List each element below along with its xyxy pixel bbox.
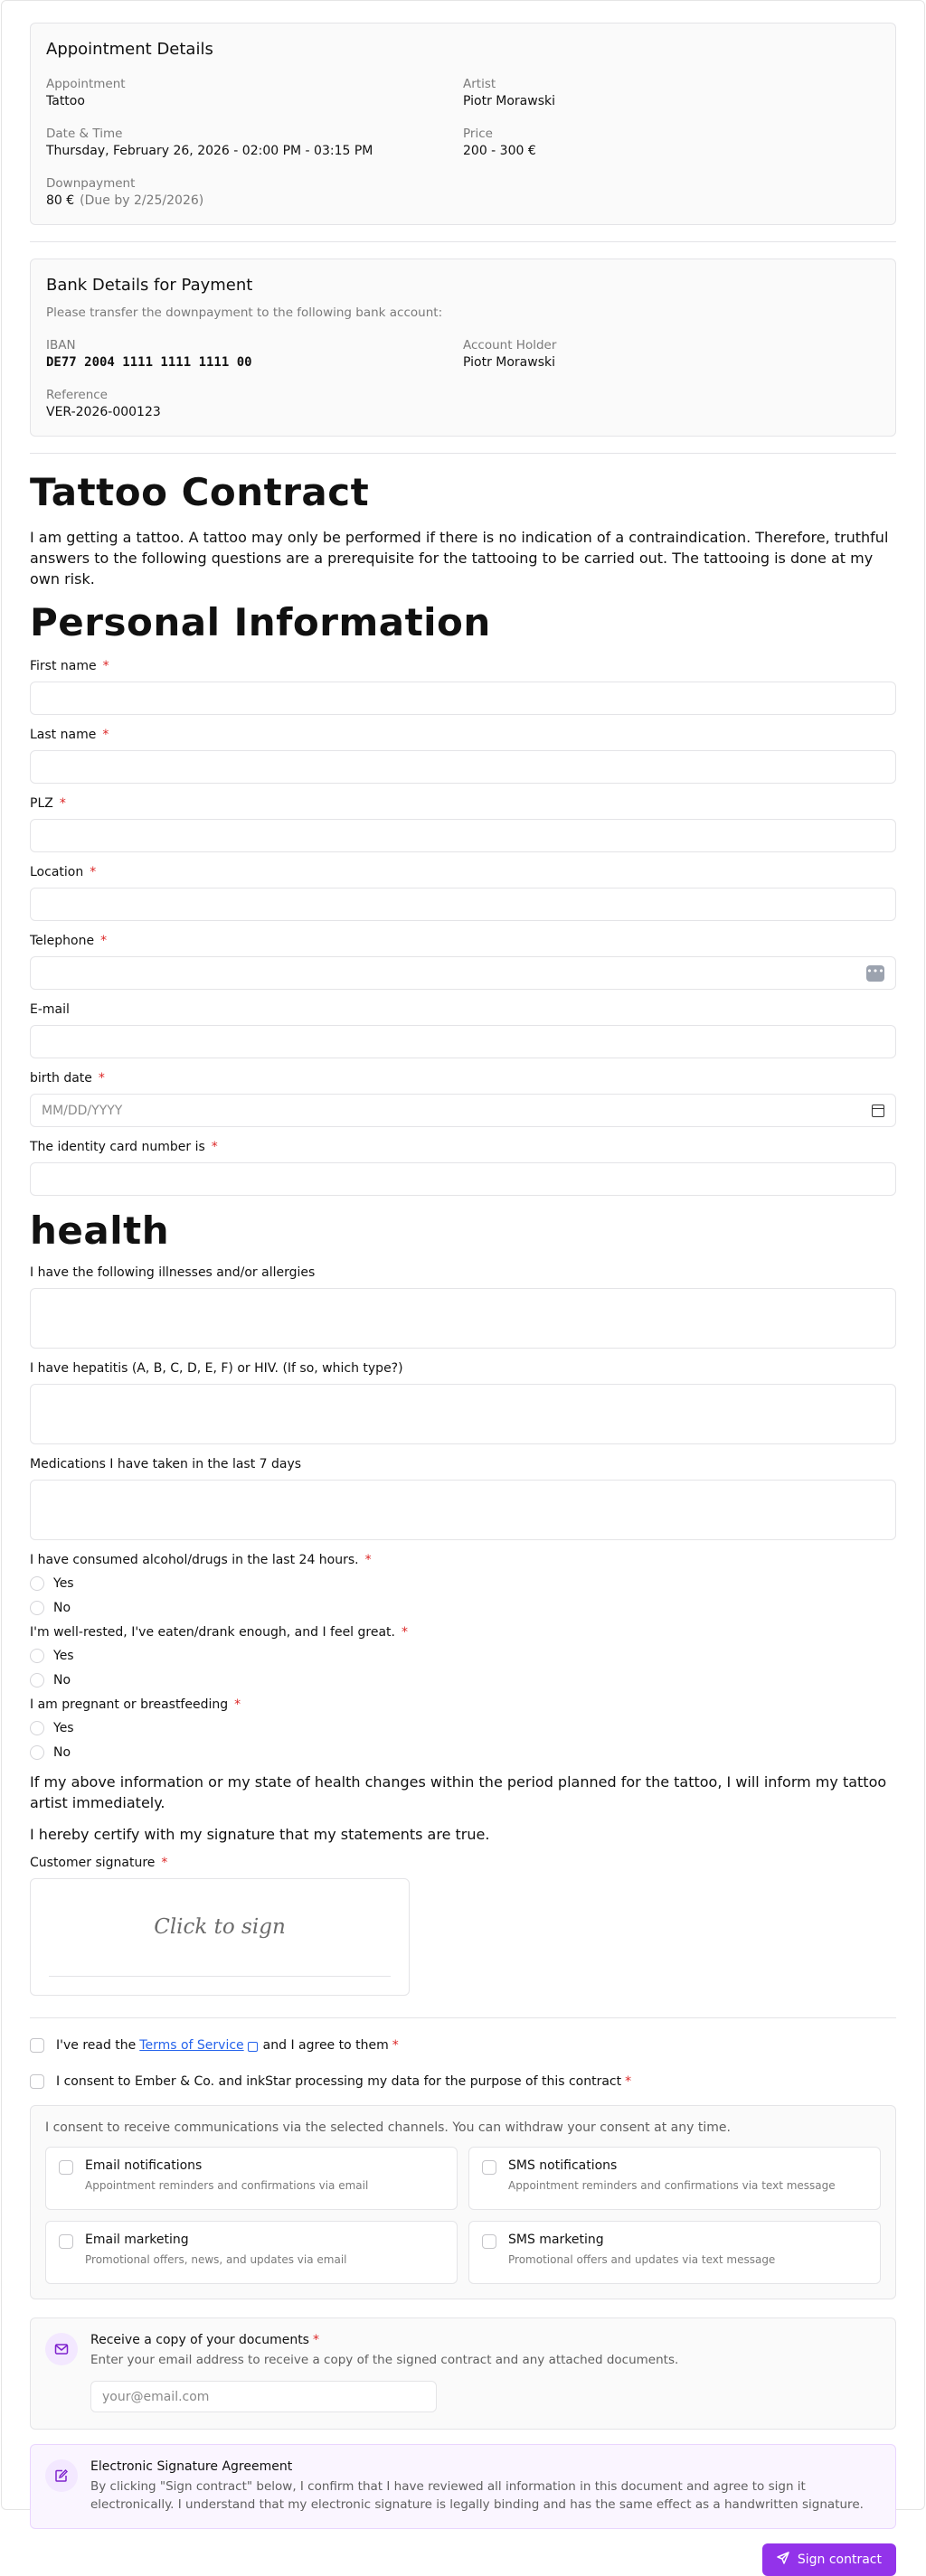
email-label: E-mail xyxy=(30,1002,70,1017)
required-marker: * xyxy=(625,2074,632,2089)
rested-yes-option[interactable] xyxy=(30,1643,896,1668)
account-holder-value: Piotr Morawski xyxy=(463,355,556,370)
last-name-field xyxy=(30,728,896,784)
email-marketing-checkbox[interactable] xyxy=(59,2234,73,2249)
id-number-field xyxy=(30,1140,896,1196)
rested-no-option[interactable] xyxy=(30,1668,896,1692)
esign-title: Electronic Signature Agreement xyxy=(90,2459,293,2474)
plz-field xyxy=(30,796,896,852)
option-label: Yes xyxy=(53,1720,74,1735)
datetime-label: Date & Time xyxy=(46,127,123,141)
alcohol-label: I have consumed alcohol/drugs in the last 24 hours. xyxy=(30,1553,359,1567)
document-copy-description: Enter your email address to receive a copy of the signed contract and any attached documents. xyxy=(90,2353,679,2367)
option-label: No xyxy=(53,1672,71,1688)
required-marker: * xyxy=(392,2038,399,2053)
hepatitis-textarea[interactable] xyxy=(30,1384,896,1444)
first-name-field xyxy=(30,659,896,715)
required-marker: * xyxy=(98,1071,105,1086)
reference-label: Reference xyxy=(46,388,108,402)
birth-date-field xyxy=(30,1071,896,1127)
mail-icon xyxy=(45,2333,78,2365)
sms-marketing-option[interactable] xyxy=(468,2221,881,2284)
hepatitis-field xyxy=(30,1361,896,1444)
downpayment-label: Downpayment xyxy=(46,176,136,191)
terms-of-service-link[interactable]: Terms of Service xyxy=(139,2038,244,2053)
pregnant-yes-option[interactable] xyxy=(30,1716,896,1740)
option-title: Email notifications xyxy=(85,2158,203,2173)
radio-button[interactable] xyxy=(30,1576,44,1591)
rested-label: I'm well-rested, I've eaten/drank enough, and I feel great. xyxy=(30,1625,395,1640)
sms-notifications-checkbox[interactable] xyxy=(482,2160,496,2175)
appointment-label: Appointment xyxy=(46,77,126,91)
option-title: SMS marketing xyxy=(508,2233,604,2247)
contract-intro: I am getting a tattoo. A tattoo may only be performed if there is no indication of a contraindication. Therefore, truthful answers to the following questions are a prerequisite for the tattooing to be carried out. The tattooing is done at my own risk. xyxy=(30,529,889,588)
communications-consent-box xyxy=(30,2105,896,2299)
communications-intro: I consent to receive communications via the selected channels. You can withdraw your consent at any time. xyxy=(45,2120,731,2135)
copy-email-placeholder: your@email.com xyxy=(102,2389,210,2404)
first-name-input[interactable] xyxy=(30,682,896,715)
location-field xyxy=(30,865,896,921)
required-marker: * xyxy=(90,865,97,879)
price-label: Price xyxy=(463,127,493,141)
radio-button[interactable] xyxy=(30,1721,44,1735)
medications-field xyxy=(30,1457,896,1540)
bank-instruction: Please transfer the downpayment to the following bank account: xyxy=(46,306,443,320)
terms-checkbox[interactable] xyxy=(30,2038,44,2053)
option-label: No xyxy=(53,1600,71,1615)
last-name-label: Last name xyxy=(30,728,97,742)
required-marker: * xyxy=(102,728,109,742)
medications-textarea[interactable] xyxy=(30,1480,896,1540)
calendar-icon[interactable] xyxy=(872,1105,884,1117)
terms-prefix: I've read the xyxy=(56,2038,137,2053)
alcohol-no-option[interactable] xyxy=(30,1595,896,1620)
appointment-details-title: Appointment Details xyxy=(46,40,213,59)
id-number-label: The identity card number is xyxy=(30,1140,205,1154)
option-description: Promotional offers and updates via text message xyxy=(508,2253,776,2266)
required-marker: * xyxy=(364,1553,372,1567)
last-name-input[interactable] xyxy=(30,750,896,784)
data-consent xyxy=(30,2064,896,2100)
required-marker: * xyxy=(102,659,109,673)
external-link-icon xyxy=(248,2042,258,2052)
sign-contract-button[interactable] xyxy=(762,2543,896,2576)
telephone-field xyxy=(30,934,896,990)
required-marker: * xyxy=(211,1140,218,1154)
health-title: health xyxy=(30,1208,170,1253)
required-marker: * xyxy=(161,1856,168,1870)
divider xyxy=(30,241,896,242)
terms-suffix: and I agree to them xyxy=(262,2038,389,2053)
location-label: Location xyxy=(30,865,84,879)
option-label: Yes xyxy=(53,1575,74,1591)
alcohol-question xyxy=(30,1553,896,1620)
radio-button[interactable] xyxy=(30,1601,44,1615)
option-description: Promotional offers, news, and updates via email xyxy=(85,2253,347,2266)
pregnant-no-option[interactable] xyxy=(30,1740,896,1764)
birth-date-input[interactable] xyxy=(30,1094,896,1127)
more-dots-icon[interactable]: ••• xyxy=(866,965,884,982)
required-marker: * xyxy=(234,1697,241,1712)
divider xyxy=(30,453,896,454)
email-notifications-option[interactable] xyxy=(45,2147,458,2210)
option-title: SMS notifications xyxy=(508,2158,618,2173)
radio-button[interactable] xyxy=(30,1649,44,1663)
sign-contract-label: Sign contract xyxy=(797,2552,882,2567)
email-marketing-option[interactable] xyxy=(45,2221,458,2284)
data-consent-label: I consent to Ember & Co. and inkStar processing my data for the purpose of this contract xyxy=(56,2074,622,2089)
pregnant-label: I am pregnant or breastfeeding xyxy=(30,1697,229,1712)
bank-details-card xyxy=(30,259,896,437)
email-field xyxy=(30,1002,896,1058)
option-title: Email marketing xyxy=(85,2233,189,2247)
hepatitis-label: I have hepatitis (A, B, C, D, E, F) or HIV. (If so, which type?) xyxy=(30,1361,403,1376)
contract-page xyxy=(1,0,925,2567)
appointment-value: Tattoo xyxy=(46,94,85,108)
rested-question xyxy=(30,1625,896,1692)
esign-description: By clicking "Sign contract" below, I confirm that I have reviewed all information in this document and agree to sign it electronically. I understand that my electronic signature is legally binding and has the same effect as a handwritten signature. xyxy=(90,2479,864,2512)
radio-button[interactable] xyxy=(30,1745,44,1760)
personal-info-title: Personal Information xyxy=(30,600,491,644)
iban-value: DE77 2004 1111 1111 1111 00 xyxy=(46,355,252,370)
option-label: No xyxy=(53,1744,71,1760)
downpayment-value: 80 € xyxy=(46,193,75,208)
signature-line xyxy=(49,1976,391,1977)
signature-pad[interactable] xyxy=(30,1878,410,1996)
birth-date-placeholder: MM/DD/YYYY xyxy=(42,1103,123,1118)
birth-date-label: birth date xyxy=(30,1071,92,1086)
divider xyxy=(30,2017,896,2018)
iban-label: IBAN xyxy=(46,338,76,353)
illnesses-label: I have the following illnesses and/or allergies xyxy=(30,1265,316,1280)
document-copy-title: Receive a copy of your documents xyxy=(90,2333,309,2347)
radio-button[interactable] xyxy=(30,1673,44,1688)
required-marker: * xyxy=(59,796,66,811)
terms-agreement xyxy=(30,2027,896,2064)
sms-marketing-checkbox[interactable] xyxy=(482,2234,496,2249)
send-icon xyxy=(777,2552,789,2568)
first-name-label: First name xyxy=(30,659,97,673)
signature-icon xyxy=(45,2459,78,2492)
plz-input[interactable] xyxy=(30,819,896,852)
email-input[interactable] xyxy=(30,1025,896,1058)
artist-value: Piotr Morawski xyxy=(463,94,556,108)
downpayment-due: (Due by 2/25/2026) xyxy=(80,193,204,208)
illnesses-textarea[interactable] xyxy=(30,1288,896,1349)
certify-statement: I hereby certify with my signature that my statements are true. xyxy=(30,1826,490,1843)
reference-value: VER-2026-000123 xyxy=(46,405,161,419)
option-description: Appointment reminders and confirmations via email xyxy=(85,2179,369,2192)
alcohol-yes-option[interactable] xyxy=(30,1571,896,1595)
plz-label: PLZ xyxy=(30,796,53,811)
inform-statement: If my above information or my state of health changes within the period planned for the tattoo, I will inform my tattoo artist immediately. xyxy=(30,1773,887,1811)
required-marker: * xyxy=(401,1625,408,1640)
location-input[interactable] xyxy=(30,888,896,921)
option-label: Yes xyxy=(53,1648,74,1663)
artist-label: Artist xyxy=(463,77,496,91)
contract-title: Tattoo Contract xyxy=(30,470,370,514)
medications-label: Medications I have taken in the last 7 days xyxy=(30,1457,302,1471)
option-description: Appointment reminders and confirmations via text message xyxy=(508,2179,836,2192)
required-marker: * xyxy=(312,2333,319,2347)
illnesses-field xyxy=(30,1265,896,1349)
id-number-input[interactable] xyxy=(30,1162,896,1196)
document-copy-box xyxy=(30,2317,896,2430)
sms-notifications-option[interactable] xyxy=(468,2147,881,2210)
account-holder-label: Account Holder xyxy=(463,338,557,353)
required-marker: * xyxy=(100,934,108,948)
price-value: 200 - 300 € xyxy=(463,144,536,158)
appointment-details-card xyxy=(30,23,896,225)
data-consent-checkbox[interactable] xyxy=(30,2074,44,2089)
bank-details-title: Bank Details for Payment xyxy=(46,276,253,295)
pregnant-question xyxy=(30,1697,896,1764)
electronic-signature-box xyxy=(30,2444,896,2529)
telephone-label: Telephone xyxy=(30,934,95,948)
email-notifications-checkbox[interactable] xyxy=(59,2160,73,2175)
copy-email-input[interactable] xyxy=(90,2381,437,2412)
datetime-value: Thursday, February 26, 2026 - 02:00 PM - 03:15 PM xyxy=(46,144,373,158)
telephone-input[interactable] xyxy=(30,956,896,990)
signature-label: Customer signature xyxy=(30,1856,156,1870)
click-to-sign: Click to sign xyxy=(154,1915,286,1939)
